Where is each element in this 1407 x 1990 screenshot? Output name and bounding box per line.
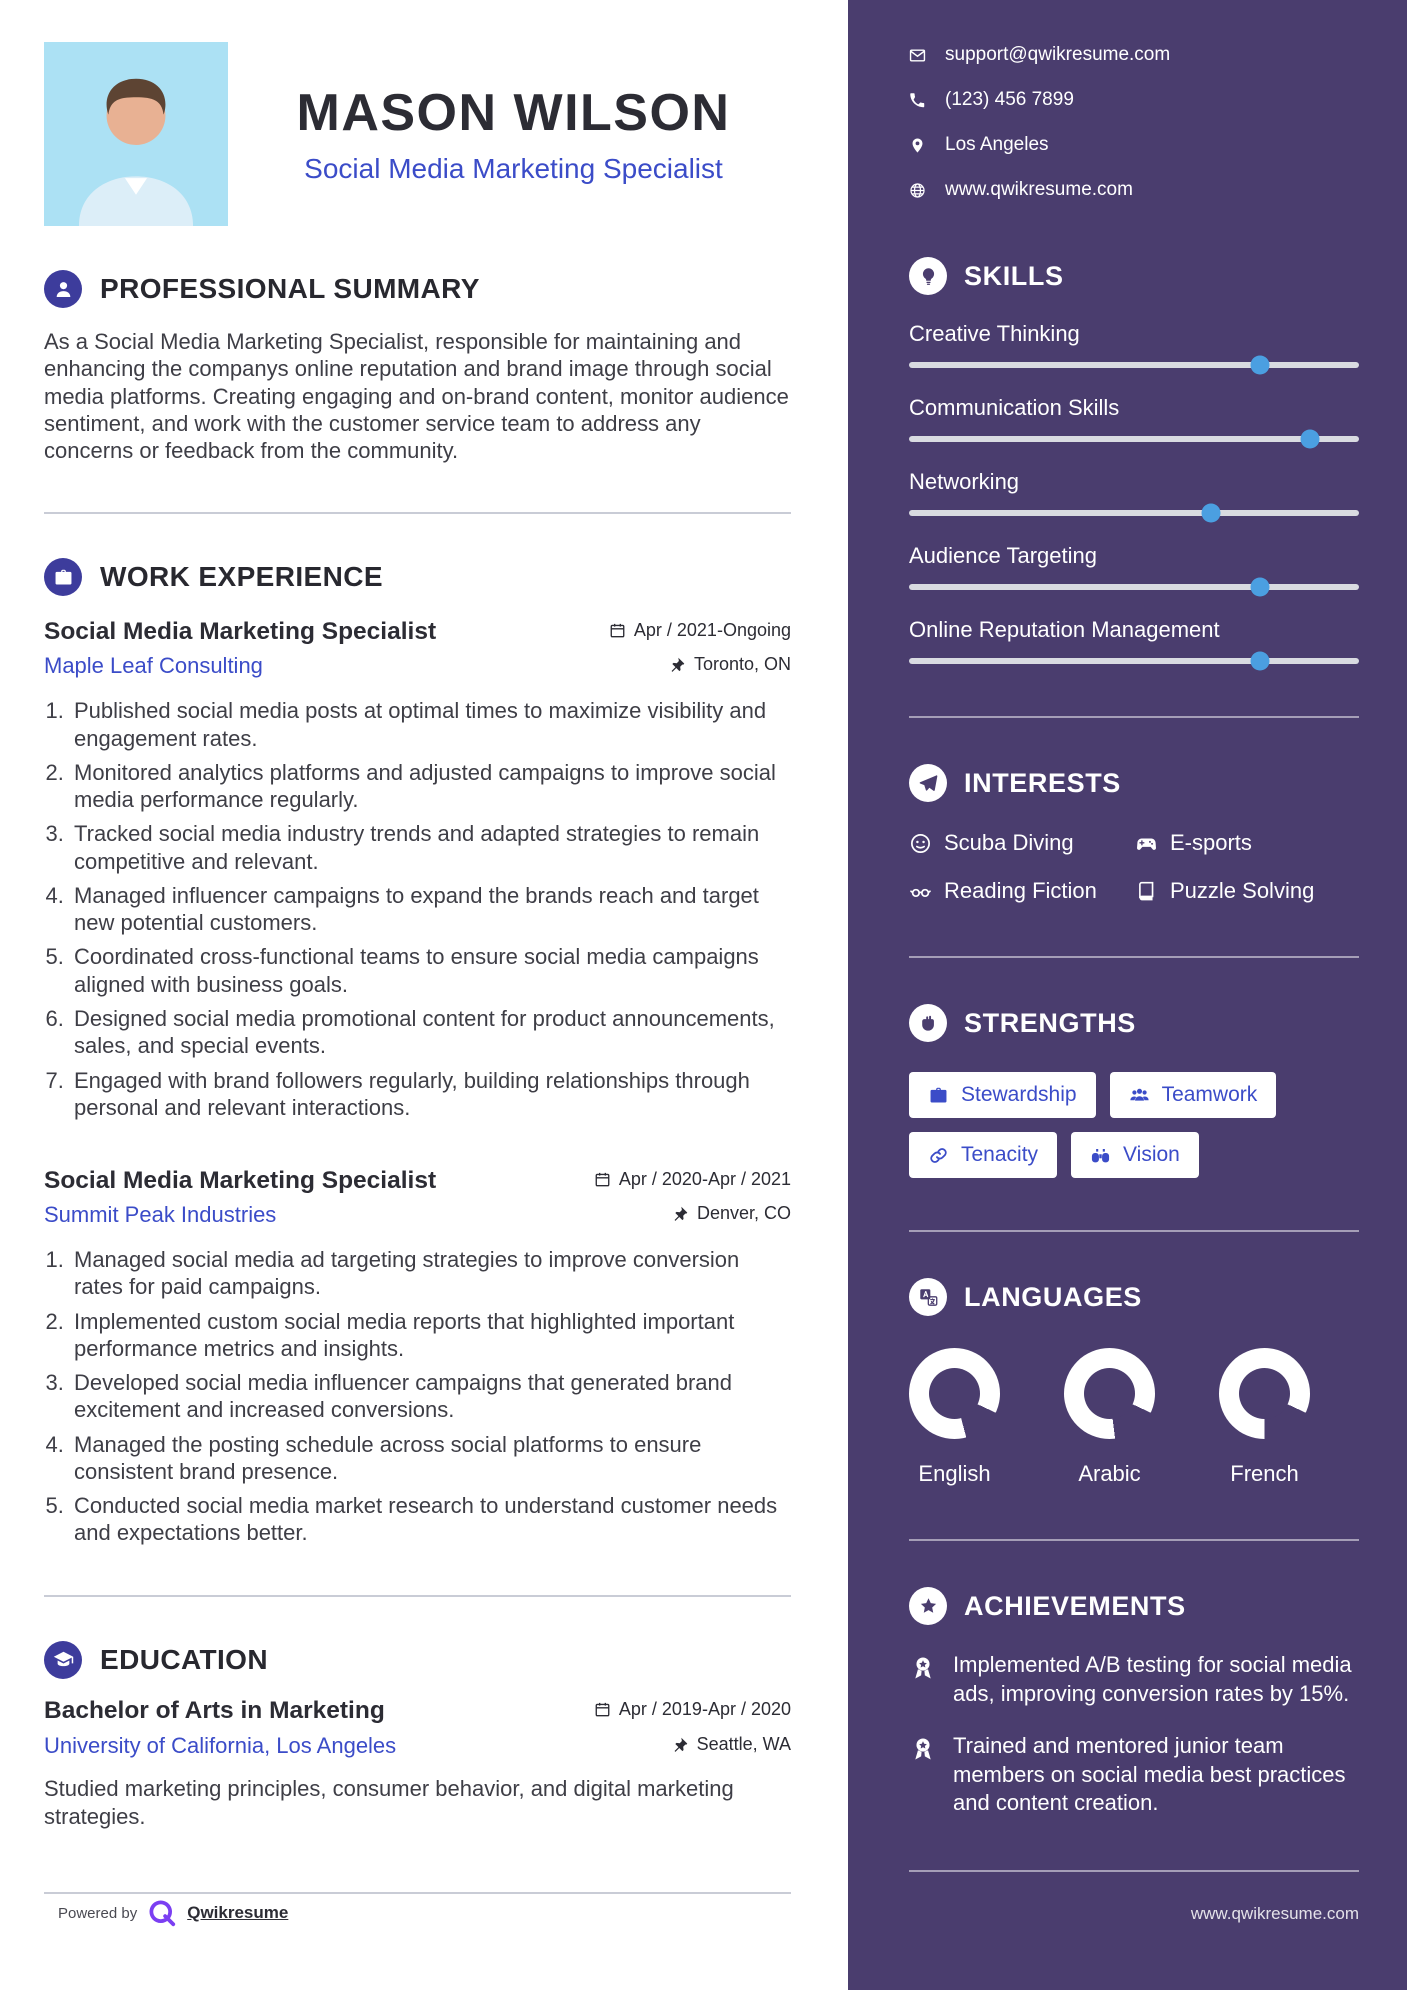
strength-chip xyxy=(1110,1072,1277,1118)
education-section xyxy=(44,1641,791,1832)
job-bullet: 5. Conducted social media market research to understand customer needs and expectations better. xyxy=(70,1492,791,1547)
candidate-title: Social Media Marketing Specialist xyxy=(304,153,723,184)
pin-icon xyxy=(672,1736,689,1753)
binoculars-icon xyxy=(1090,1145,1111,1166)
skills-section-header xyxy=(909,257,1359,295)
email-link[interactable]: support@qwikresume.com xyxy=(945,44,1171,65)
skill-slider xyxy=(909,362,1359,368)
phone-icon xyxy=(909,92,926,109)
skill-slider xyxy=(909,436,1359,442)
skills-section xyxy=(909,257,1359,664)
education-location-text: Seattle, WA xyxy=(696,1733,791,1754)
identity-text xyxy=(228,83,791,185)
strength-chip xyxy=(1071,1132,1199,1178)
job-bullet-list xyxy=(44,1246,791,1547)
education-section-header xyxy=(44,1641,791,1679)
strengths-section-header xyxy=(909,1004,1359,1042)
interests-heading: INTERESTS xyxy=(964,767,1121,798)
education-dates xyxy=(594,1699,791,1720)
achievements-heading: ACHIEVEMENTS xyxy=(964,1590,1186,1621)
skill-slider xyxy=(909,510,1359,516)
interest-label: Puzzle Solving xyxy=(1170,878,1315,903)
sidebar xyxy=(848,0,1407,1990)
phone-number: (123) 456 7899 xyxy=(945,89,1074,110)
skill-name: Communication Skills xyxy=(909,395,1120,420)
skill-item xyxy=(909,617,1359,664)
interest-label: Scuba Diving xyxy=(944,830,1074,855)
strength-chip xyxy=(909,1132,1057,1178)
interests-list xyxy=(909,830,1359,904)
briefcase-icon xyxy=(44,558,82,596)
language-label: Arabic xyxy=(1078,1461,1141,1486)
strength-chip xyxy=(909,1072,1096,1118)
job-bullet: 6. Designed social media promotional content for product announcements, sales, and special events. xyxy=(70,1005,791,1060)
translate-icon xyxy=(909,1278,947,1316)
divider xyxy=(44,512,791,514)
job-location xyxy=(669,654,791,675)
job-bullet: 3. Tracked social media industry trends and adapted strategies to remain competitive and relevant. xyxy=(70,820,791,875)
interest-item xyxy=(1135,878,1359,904)
job-list xyxy=(44,618,791,1546)
esports-icon xyxy=(1135,832,1158,855)
strength-label: Stewardship xyxy=(961,1083,1077,1106)
languages-section xyxy=(909,1278,1359,1487)
language-label: French xyxy=(1230,1461,1299,1486)
powered-by-label: Powered by xyxy=(58,1904,138,1922)
contact-phone-row xyxy=(909,89,1359,111)
education-location xyxy=(672,1734,791,1755)
achievement-text: Implemented A/B testing for social media ads, improving conversion rates by 15%. xyxy=(953,1652,1352,1706)
reading-icon xyxy=(909,880,932,903)
education-date-text: Apr / 2019-Apr / 2020 xyxy=(618,1698,791,1719)
bulb-icon xyxy=(909,257,947,295)
skill-item xyxy=(909,395,1359,442)
job-bullet: 1. Managed social media ad targeting strategies to improve conversion rates for paid campaigns. xyxy=(70,1246,791,1301)
skill-item xyxy=(909,321,1359,368)
contact-location: Los Angeles xyxy=(945,134,1049,155)
achievement-text: Trained and mentored junior team members on social media best practices and content creation. xyxy=(953,1733,1346,1816)
globe-icon xyxy=(909,182,926,199)
education-description: Studied marketing principles, consumer behavior, and digital marketing strategies. xyxy=(44,1775,734,1830)
location-marker-icon xyxy=(909,137,926,154)
language-donut-chart xyxy=(1219,1348,1310,1439)
pin-icon xyxy=(669,656,686,673)
qwikresume-link[interactable]: Qwikresume xyxy=(187,1903,289,1922)
divider xyxy=(909,956,1359,958)
skill-slider-handle xyxy=(1251,652,1270,671)
website-link[interactable]: www.qwikresume.com xyxy=(945,179,1133,200)
job-bullet: 1. Published social media posts at optimal times to maximize visibility and engagement rates. xyxy=(70,697,791,752)
achievement-item xyxy=(909,1732,1359,1818)
job-dates xyxy=(594,1169,791,1190)
skill-item xyxy=(909,543,1359,590)
job-bullet: 2. Monitored analytics platforms and adjusted campaigns to improve social media performance regularly. xyxy=(70,759,791,814)
graduation-icon xyxy=(44,1641,82,1679)
achievements-list xyxy=(909,1651,1359,1818)
job-bullet-list xyxy=(44,697,791,1121)
interest-item xyxy=(1135,830,1359,856)
interests-section xyxy=(909,764,1359,904)
skill-name: Creative Thinking xyxy=(909,321,1080,346)
skill-item xyxy=(909,469,1359,516)
medal-icon xyxy=(909,1651,937,1708)
job-date-text: Apr / 2021-Ongoing xyxy=(633,620,791,641)
job-bullet: 2. Implemented custom social media reports that highlighted important performance metrics and insights. xyxy=(70,1308,791,1363)
job-location-text: Toronto, ON xyxy=(693,654,791,675)
strengths-section xyxy=(909,1004,1359,1178)
job-bullet: 3. Developed social media influencer campaigns that generated brand excitement and increased conversions. xyxy=(70,1369,791,1424)
job-date-text: Apr / 2020-Apr / 2021 xyxy=(618,1169,791,1190)
interest-item xyxy=(909,878,1135,904)
powered-by-footer xyxy=(58,1898,288,1928)
job-entry xyxy=(44,618,791,1121)
job-bullet: 7. Engaged with brand followers regularly, building relationships through personal and relevant interactions. xyxy=(70,1067,791,1122)
job-company-link[interactable]: Summit Peak Industries xyxy=(44,1202,277,1228)
paper-plane-icon xyxy=(909,764,947,802)
divider xyxy=(909,1870,1359,1872)
contact-location-row xyxy=(909,134,1359,156)
interest-label: Reading Fiction xyxy=(944,878,1097,903)
degree-title: Bachelor of Arts in Marketing xyxy=(44,1696,385,1724)
skill-slider-handle xyxy=(1251,578,1270,597)
briefcase-icon xyxy=(928,1085,949,1106)
skill-slider-handle xyxy=(1251,356,1270,375)
languages-list xyxy=(909,1348,1359,1487)
contact-website-row xyxy=(909,179,1359,201)
job-title: Social Media Marketing Specialist xyxy=(44,1167,437,1195)
education-heading: EDUCATION xyxy=(100,1643,268,1675)
languages-heading: LANGUAGES xyxy=(964,1281,1142,1312)
language-item xyxy=(1064,1348,1155,1487)
link-icon xyxy=(928,1145,949,1166)
divider xyxy=(44,1595,791,1597)
work-section-header xyxy=(44,558,791,596)
language-item xyxy=(909,1348,1000,1487)
work-heading: WORK EXPERIENCE xyxy=(100,561,383,593)
interest-item xyxy=(909,830,1135,856)
calendar-icon xyxy=(594,1171,611,1188)
skill-name: Online Reputation Management xyxy=(909,617,1220,642)
calendar-icon xyxy=(609,622,626,639)
languages-section-header xyxy=(909,1278,1359,1316)
divider xyxy=(909,1230,1359,1232)
summary-section-header xyxy=(44,270,791,308)
language-donut-chart xyxy=(1064,1348,1155,1439)
person-icon xyxy=(44,270,82,308)
profile-photo xyxy=(44,42,228,226)
qwikresume-logo xyxy=(147,1898,177,1928)
skill-name: Networking xyxy=(909,469,1020,494)
language-item xyxy=(1219,1348,1310,1487)
strengths-list xyxy=(909,1072,1291,1178)
work-section xyxy=(44,558,791,1546)
school-link[interactable]: University of California, Los Angeles xyxy=(44,1732,397,1758)
interests-section-header xyxy=(909,764,1359,802)
divider xyxy=(44,1892,791,1894)
medal-icon xyxy=(909,1732,937,1818)
job-bullet: 4. Managed the posting schedule across social platforms to ensure consistent brand presence. xyxy=(70,1431,791,1486)
scuba-icon xyxy=(909,832,932,855)
job-location-text: Denver, CO xyxy=(696,1203,791,1224)
language-label: English xyxy=(918,1461,991,1486)
skill-name: Audience Targeting xyxy=(909,543,1097,568)
candidate-name: MASON WILSON xyxy=(296,84,731,142)
divider xyxy=(909,1539,1359,1541)
pin-icon xyxy=(672,1205,689,1222)
job-dates xyxy=(609,620,791,641)
job-title: Social Media Marketing Specialist xyxy=(44,618,437,646)
summary-section xyxy=(44,270,791,464)
sidebar-footer-website: www.qwikresume.com xyxy=(1190,1904,1359,1923)
strengths-heading: STRENGTHS xyxy=(964,1007,1136,1038)
puzzle-icon xyxy=(1135,880,1158,903)
profile-photo-image xyxy=(44,42,228,226)
strength-label: Vision xyxy=(1123,1143,1180,1166)
job-entry xyxy=(44,1167,791,1547)
achievement-item xyxy=(909,1651,1359,1708)
achievements-section-header xyxy=(909,1587,1359,1625)
summary-heading: PROFESSIONAL SUMMARY xyxy=(100,273,480,304)
envelope-icon xyxy=(909,47,926,64)
skill-slider-handle xyxy=(1201,504,1220,523)
achievements-section xyxy=(909,1587,1359,1818)
calendar-icon xyxy=(594,1701,611,1718)
divider xyxy=(909,716,1359,718)
education-entry xyxy=(44,1697,791,1832)
summary-text: As a Social Media Marketing Specialist, responsible for maintaining and enhancing the companys online reputation and brand image through social media platforms. Creating engaging and on-brand content, monitor audience sentiment, and work with the customer service team to address any concerns or feedback from the community. xyxy=(44,329,789,464)
job-bullet: 5. Coordinated cross-functional teams to ensure social media campaigns aligned with business goals. xyxy=(70,943,791,998)
language-donut-chart xyxy=(909,1348,1000,1439)
skill-slider xyxy=(909,584,1359,590)
contact-block xyxy=(909,44,1359,201)
identity-header xyxy=(44,42,791,226)
skills-list xyxy=(909,321,1359,664)
job-location xyxy=(672,1203,791,1224)
skills-heading: SKILLS xyxy=(964,260,1064,291)
team-icon xyxy=(1129,1085,1150,1106)
star-medal-icon xyxy=(909,1587,947,1625)
strength-label: Teamwork xyxy=(1161,1083,1258,1106)
interest-label: E-sports xyxy=(1170,830,1252,855)
strength-label: Tenacity xyxy=(961,1143,1039,1166)
job-bullet: 4. Managed influencer campaigns to expand the brands reach and target new potential customers. xyxy=(70,882,791,937)
contact-email-row xyxy=(909,44,1359,66)
fist-icon xyxy=(909,1004,947,1042)
skill-slider-handle xyxy=(1300,430,1319,449)
job-company-link[interactable]: Maple Leaf Consulting xyxy=(44,653,263,679)
skill-slider xyxy=(909,658,1359,664)
